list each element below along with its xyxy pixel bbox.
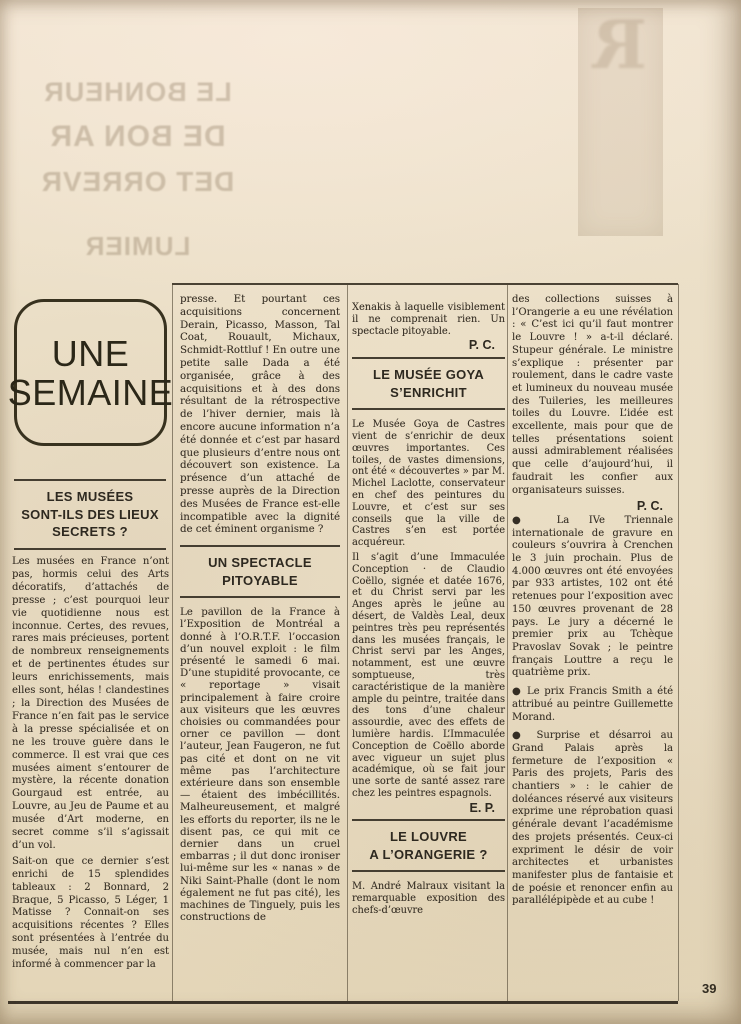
section-header-musee-goya <box>352 357 505 410</box>
article-paragraph: Le pavillon de la France à l’Exposition de Montréal a donné à l’O.R.T.F. l’occasion d’un nouvel exploit : le film présenté le samedi 6 mai. D’une stupidité provocante, ce « reportage » visait principalement à faire croire aux visiteurs que les œuvres choisies ou commandées pour orner ce pavillon — dont l’auteur, Jean Faugeron, ne fut pas cité et dont on ne vit même pas l’architecture extérieure dans son ensemble — étaient des imbécillités. Malheureusement, et malgré les efforts du reporter, ils ne le disent pas, ce qui mit ce dernier dans un cruel embarras ; il dut donc ironiser lui-même sur les « nanas » de Niki Saint-Phalle (dont le nom également ne fut pas cité), les machines de Tinguely, puis les constructions de <box>180 607 340 924</box>
ghost-bleed-text <box>40 70 235 266</box>
section-header-line: SONT-ILS DES LIEUX <box>21 506 159 522</box>
section-header-line: PITOYABLE <box>222 572 298 588</box>
masthead-line: UNE <box>51 332 130 374</box>
bottom-rule <box>8 1001 678 1004</box>
article-paragraph: Les musées en France n’ont pas, hormis celui des Arts décoratifs, d’attachés de presse ; c’est pourquoi leur vie quotidienne nous est inconnue. Certes, des revues, rares mais précieuses, portent de nombreux renseignements et de pertinentes études sur leurs enrichissements, mais elles sont, hélas ! clandestines ; la Direction des Musées de France n’en fait pas le service à la presse spécialisée et on ne les trouve guère dans le commerce. Il est vrai que ces musées aiment s’entourer de mystère, la récente donation Gourgaud est entrée, au Louvre, au Jeu de Paume et au musée d’Art moderne, en secret comme s’il s’agissait d’un vol. <box>12 556 169 851</box>
article-paragraph: Il s’agit d’une Immaculée Conception · de Claudio Coëllo, signée et datée 1676, et du Christ servi par les Anges après le jeûne au désert, de Valdès Leal, deux peintres très peu représentés dans les musées français, le Christ servi par les Anges, notamment, est une œuvre somptueuse, très caractéristique de la manière ample du peintre, traitée dans des tons d’une chaleur assourdie, avec des effets de lumière hardis. L’Immaculée Conception de Coëllo aborde avec vigueur un sujet plus académique, où se fait jour une sorte de santé assez rare chez les peintres espagnols. <box>352 551 505 799</box>
column-divider <box>347 284 348 1001</box>
article-paragraph: Sait-on que ce dernier s’est enrichi de 15 splendides tableaux : 2 Bonnard, 2 Braque, 5 Picasso, 5 Léger, 1 Matisse ? Connait-on ses acquisitions récentes ? Elles sont présentées à l’entrée du musée, mais nul n’en est informé à commencer par la <box>12 855 169 971</box>
section-header-line: A L’ORANGERIE ? <box>369 846 488 862</box>
article-paragraph: des collections suisses à l’Orangerie a eu une révélation : « C’est ici qu’il faut montrer le Louvre ! » a-t-il déclaré. Stupeur générale. Le ministre s’explique : présenter par roulement, dans le cadre vaste et lumineux du nouveau musée des Tuileries, les meilleures toiles du Louvre. L’idée est excellente, mais pour que de telles présentations soient aussi admirablement réalisées que celle d’aujourd’hui, il faudrait les confier aux organisateurs suisses. <box>512 294 673 496</box>
column-divider <box>507 284 508 1001</box>
masthead-line: SEMAINE <box>7 371 174 413</box>
section-header-spectacle-pitoyable <box>180 545 340 598</box>
bullet-item: ● La IVe Triennale internationale de gravure en couleurs s’ouvrira à Crenchen le 3 juin prochain. Plus de 4.000 œuvres ont été envoyées par 933 artistes, 102 ont été retenues pour l’exposition avec 150 œuvres provenant de 28 pays. Le jury a décerné le premier prix au Tchèque Pravoslav Sovak ; le peintre français Louttre a reçu le quatrième prix. <box>512 514 673 679</box>
section-header-louvre-orangerie <box>352 819 505 872</box>
column-divider <box>678 284 679 1001</box>
section-header-line: LES MUSÉES <box>46 489 134 504</box>
top-rule <box>172 283 678 285</box>
column-2 <box>180 294 340 927</box>
signature: P. C. <box>468 338 495 353</box>
ghost-letter: R <box>592 6 647 84</box>
section-header-line: S’ENRICHIT <box>390 384 467 400</box>
column-3 <box>352 302 505 920</box>
ghost-line: LE BONHEUR <box>43 77 232 107</box>
signature: E. P. <box>469 800 495 815</box>
section-header-line: LE MUSÉE GOYA <box>372 367 485 383</box>
ghost-line: DET ORREVR <box>40 166 235 197</box>
section-header-line: LE LOUVRE <box>389 829 468 845</box>
section-header-line: UN SPECTACLE <box>208 555 312 571</box>
column-1 <box>12 556 169 975</box>
article-paragraph: Le Musée Goya de Castres vient de s’enrichir de deux œuvres importantes. Ces toiles, de vastes dimensions, ont été « découvertes » par M. Michel Laclotte, conservateur en chef des peintures du Louvre, et c’est sur ses conseils que la ville de Castres s’en est portée acquéreur. <box>352 419 505 549</box>
article-paragraph: presse. Et pourtant ces acquisitions concernent Derain, Picasso, Masson, Tal Coat, Rouault, Michaux, Schmidt-Rottluf ! En outre une petite salle Dada a été organisée, grâce à des acquisitions et à des dons résultant de la rétrospective de l’hiver dernier, mais là encore aucune information n’a été donnée et c’est par hasard que plusieurs d’entre nous ont découvert son existence. La présence d’un attaché de presse auprès de la Direction des Musées de France est-elle incompatible avec la dignité de cet éminent organisme ? <box>180 294 340 536</box>
section-header-line: SECRETS ? <box>52 524 128 539</box>
bullet-item: ● Surprise et désarroi au Grand Palais après la fermeture de l’exposition « Paris des projets, Paris des chantiers » : le cahier de doléances réservé aux visiteurs exprime une réprobation quasi générale devant l’académisme des projets présentés. Ceux-ci expriment le désir de voir architectes et urbanistes manifester plus de fantaisie et de poésie et renoncer enfin au parallélépipède et au cube ! <box>512 730 673 907</box>
section-header-musees-secrets <box>14 479 166 550</box>
signature: P. C. <box>636 499 663 514</box>
bullet-item: ● Le prix Francis Smith a été attribué au peintre Guillemette Morand. <box>512 686 673 723</box>
page-number: 39 <box>702 981 717 996</box>
ghost-line: LUMIER <box>84 231 191 261</box>
masthead-box <box>7 299 174 446</box>
article-paragraph: Xenakis à laquelle visiblement il ne comprenait rien. Un spectacle pitoyable. <box>352 302 505 337</box>
ghost-line: DE BON AR <box>49 120 226 153</box>
column-4 <box>512 294 673 914</box>
article-paragraph: M. André Malraux visitant la remarquable exposition des chefs-d’œuvre <box>352 881 505 917</box>
